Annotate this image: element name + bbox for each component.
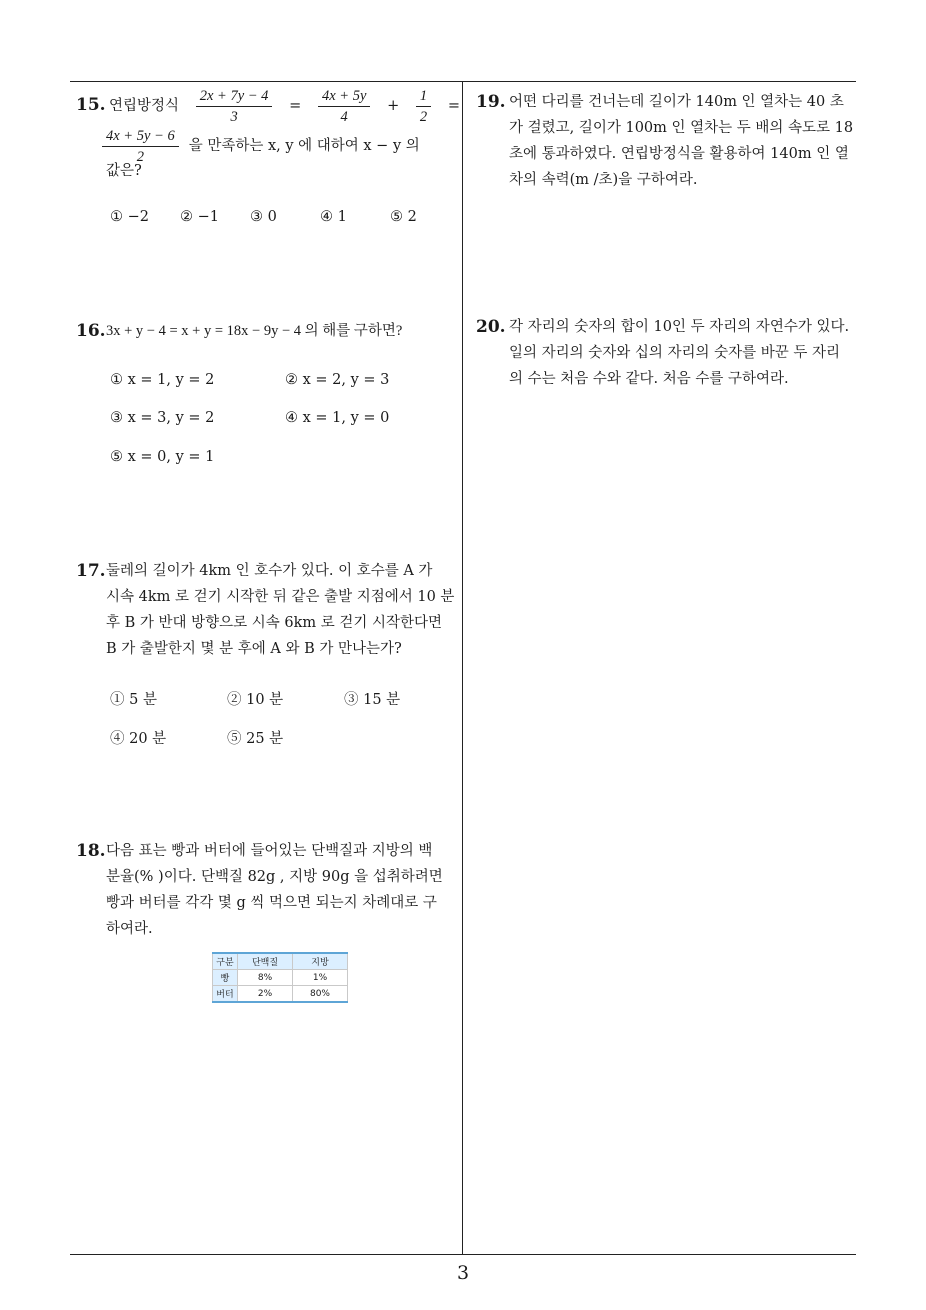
choice-1[interactable]: ① −2	[110, 209, 149, 225]
question-number: 18.	[76, 841, 106, 861]
question-line: 어떤 다리를 건너는데 길이가 140m 인 열차는 40 초	[509, 94, 844, 110]
question-18	[76, 838, 460, 942]
choice-1[interactable]: ① x = 1, y = 2	[110, 372, 215, 388]
question-16	[76, 318, 460, 344]
question-line: 시속 4km 로 걷기 시작한 뒤 같은 출발 지점에서 10 분	[106, 589, 455, 605]
choice-2[interactable]: ② 10 분	[227, 692, 284, 708]
question-line: 가 걸렸고, 길이가 100m 인 열차는 두 배의 속도로 18	[509, 120, 854, 136]
equals-sign: =	[289, 98, 302, 114]
top-rule	[70, 81, 856, 82]
table-cell: 버터	[213, 986, 238, 1003]
fraction-2: $\frac{4x + 5y}{4}$	[318, 87, 370, 126]
choice-3[interactable]: ③ x = 3, y = 2	[110, 410, 215, 426]
choice-5[interactable]: ⑤ 25 분	[227, 731, 284, 747]
question-17	[76, 558, 460, 662]
question-text: 값은?	[106, 163, 142, 179]
choice-3[interactable]: ③ 0	[250, 209, 277, 225]
question-number: 20.	[476, 317, 506, 337]
table-header: 지방	[293, 953, 348, 970]
choice-1[interactable]: ① 5 분	[110, 692, 157, 708]
table-cell: 8%	[238, 970, 293, 986]
table-cell: 2%	[238, 986, 293, 1003]
choice-5[interactable]: ⑤ x = 0, y = 1	[110, 449, 215, 465]
table-row	[213, 986, 348, 1003]
choice-2[interactable]: ② x = 2, y = 3	[285, 372, 390, 388]
question-line: B 가 출발한지 몇 분 후에 A 와 B 가 만나는가?	[106, 641, 402, 657]
question-text: 을 만족하는 x, y 에 대하여 x − y 의	[188, 138, 420, 154]
fraction-1: $\frac{2x + 7y - 4}{3}$	[196, 87, 273, 126]
table-header: 구분	[213, 953, 238, 970]
question-15	[76, 87, 460, 179]
choice-3[interactable]: ③ 15 분	[344, 692, 401, 708]
page-number: 3	[456, 1262, 470, 1284]
choice-4[interactable]: ④ 20 분	[110, 731, 167, 747]
question-line: 후 B 가 반대 방향으로 시속 6km 로 걷기 시작한다면	[106, 615, 443, 631]
table-cell: 80%	[293, 986, 348, 1003]
question-line: 분율(% )이다. 단백질 82g , 지방 90g 을 섭취하려면	[106, 869, 443, 885]
table-cell: 빵	[213, 970, 238, 986]
table-header: 단백질	[238, 953, 293, 970]
question-20	[476, 314, 860, 392]
fraction-4: $\frac{4x + 5y - 6}{2}$	[102, 127, 179, 166]
question-line: 일의 자리의 숫자와 십의 자리의 숫자를 바꾼 두 자리	[509, 345, 841, 361]
plus-sign: +	[387, 98, 400, 114]
table-header-row	[213, 953, 348, 970]
fraction-3: $\frac{1}{2}$	[416, 87, 431, 126]
choice-2[interactable]: ② −1	[180, 209, 219, 225]
question-line: 차의 속력(m /초)을 구하여라.	[509, 172, 698, 188]
column-divider	[462, 82, 463, 1254]
question-intro: 연립방정식	[109, 98, 180, 114]
question-number: 19.	[476, 92, 506, 112]
table-row	[213, 970, 348, 986]
choice-4[interactable]: ④ x = 1, y = 0	[285, 410, 390, 426]
choice-5[interactable]: ⑤ 2	[390, 209, 417, 225]
question-line: 다음 표는 빵과 버터에 들어있는 단백질과 지방의 백	[106, 843, 433, 859]
bottom-rule	[70, 1254, 856, 1255]
question-line: 둘레의 길이가 4km 인 호수가 있다. 이 호수를 A 가	[106, 563, 433, 579]
question-line: 의 수는 처음 수와 같다. 처음 수를 구하여라.	[509, 371, 789, 387]
question-line: 초에 통과하였다. 연립방정식을 활용하여 140m 인 열	[509, 146, 849, 162]
choice-4[interactable]: ④ 1	[320, 209, 347, 225]
question-line: 하여라.	[106, 921, 153, 937]
question-text: 3x + y − 4 = x + y = 18x − 9y − 4 의 해를 구하면?	[106, 323, 403, 339]
question-number: 16.	[76, 321, 106, 341]
question-number: 17.	[76, 561, 106, 581]
nutrition-table	[212, 952, 348, 1003]
question-line: 각 자리의 숫자의 합이 10인 두 자리의 자연수가 있다.	[509, 319, 850, 335]
table-cell: 1%	[293, 970, 348, 986]
question-number: 15.	[76, 95, 106, 115]
question-19	[476, 89, 860, 193]
question-line: 빵과 버터를 각각 몇 g 씩 먹으면 되는지 차례대로 구	[106, 895, 437, 911]
equals-sign: =	[447, 98, 460, 114]
